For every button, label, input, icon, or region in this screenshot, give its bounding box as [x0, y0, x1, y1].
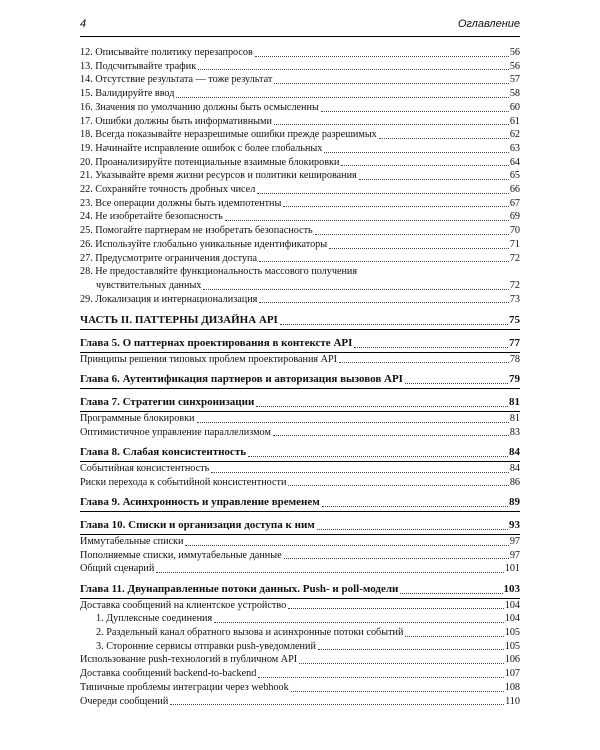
- dot-leader: [284, 558, 509, 559]
- toc-page-number: 79: [509, 373, 520, 386]
- toc-page-number: 57: [509, 74, 520, 86]
- dot-leader: [248, 456, 508, 457]
- toc-entry-text: Иммутабельные списки: [80, 535, 184, 547]
- toc-page-number: 56: [509, 47, 520, 58]
- toc-entry-text: Глава 8. Слабая консистентность: [80, 446, 247, 459]
- toc-page-number: 58: [509, 88, 520, 100]
- toc-page-number: 69: [509, 211, 520, 223]
- dot-leader: [299, 663, 504, 664]
- toc-entry-text: 20. Проанализируйте потенциальные взаимные блокировки: [80, 156, 340, 168]
- table-of-contents: [80, 46, 520, 708]
- toc-entry-text: 13. Подсчитывайте трафик: [80, 60, 197, 72]
- toc-section-entry[interactable]: [80, 549, 520, 563]
- toc-entry[interactable]: [80, 73, 520, 87]
- toc-entry-text: 19. Начинайте исправление ошибок с более глобальных: [80, 142, 323, 154]
- toc-page-number: 71: [509, 238, 520, 250]
- toc-page-number: 101: [504, 563, 520, 575]
- dot-leader: [405, 383, 508, 384]
- dot-leader: [318, 649, 504, 650]
- toc-entry-text: Очереди сообщений: [80, 695, 169, 707]
- toc-entry[interactable]: [80, 156, 520, 170]
- toc-page-number: 97: [509, 549, 520, 561]
- dot-leader: [321, 111, 509, 112]
- toc-entry-text: 27. Предусмотрите ограничения доступа: [80, 252, 257, 264]
- toc-entry[interactable]: [80, 46, 520, 60]
- toc-entry-text: Глава 10. Списки и организация доступа к ним: [80, 519, 315, 532]
- dot-leader: [255, 56, 509, 57]
- toc-section-entry[interactable]: [80, 476, 520, 490]
- toc-entry-text: 25. Помогайте партнерам не изобретать безопасность: [80, 225, 313, 237]
- dot-leader: [257, 193, 509, 194]
- toc-entry-text: ЧАСТЬ II. ПАТТЕРНЫ ДИЗАЙНА API: [80, 314, 278, 327]
- toc-page-number: 67: [509, 197, 520, 209]
- toc-page-number: 81: [509, 412, 520, 424]
- toc-entry-text: 24. Не изобретайте безопасность: [80, 211, 223, 223]
- toc-chapter-heading[interactable]: [80, 519, 520, 533]
- dot-leader: [203, 289, 508, 290]
- toc-page-number: 73: [509, 293, 520, 305]
- heading-rule: [80, 511, 520, 512]
- dot-leader: [400, 593, 502, 594]
- toc-entry-text: 14. Отсутствие результата — тоже результат: [80, 74, 273, 86]
- dot-leader: [339, 362, 509, 363]
- dot-leader: [322, 506, 508, 507]
- toc-page-number: 61: [509, 115, 520, 127]
- toc-section-entry[interactable]: [80, 462, 520, 476]
- dot-leader: [315, 234, 509, 235]
- toc-page-number: 84: [509, 462, 520, 474]
- toc-entry-text: 16. Значения по умолчанию должны быть осмысленны: [80, 101, 319, 113]
- dot-leader: [274, 83, 509, 84]
- toc-page-number: 70: [509, 225, 520, 237]
- toc-subsection-entry[interactable]: [80, 626, 520, 640]
- toc-page-number: 64: [509, 156, 520, 168]
- toc-section-entry[interactable]: [80, 426, 520, 440]
- toc-page-number: 106: [504, 654, 520, 666]
- toc-entry-text: 26. Используйте глобально уникальные идентификаторы: [80, 238, 328, 250]
- dot-leader: [176, 97, 508, 98]
- toc-entry[interactable]: [80, 169, 520, 183]
- toc-entry-text: 3. Сторонние сервисы отправки push-уведомлений: [96, 640, 316, 652]
- toc-page-number: 75: [509, 314, 520, 327]
- toc-entry-text: 15. Валидируйте ввод: [80, 88, 175, 100]
- toc-entry-text-continued: чувствительных данных: [96, 279, 202, 291]
- header-rule: [80, 36, 520, 37]
- toc-page-number: 66: [509, 184, 520, 196]
- toc-entry[interactable]: [80, 115, 520, 129]
- heading-rule: [80, 329, 520, 330]
- toc-entry-text: Пополняемые списки, иммутабельные данные: [80, 549, 282, 561]
- dot-leader: [359, 179, 509, 180]
- toc-page-number: 62: [509, 129, 520, 141]
- toc-page-number: 78: [509, 353, 520, 365]
- toc-page-number: 97: [509, 535, 520, 547]
- toc-entry-text: Глава 11. Двунаправленные потоки данных. Push- и poll-модели: [80, 582, 399, 595]
- toc-entry[interactable]: [80, 128, 520, 142]
- toc-entry-text: Принципы решения типовых проблем проектирования API: [80, 353, 338, 365]
- toc-entry-text: Типичные проблемы интеграции через webhook: [80, 681, 289, 693]
- toc-page-number: 63: [509, 142, 520, 154]
- toc-chapter-heading[interactable]: [80, 446, 520, 460]
- toc-entry-text: Глава 7. Стратегии синхронизации: [80, 396, 255, 409]
- toc-entry[interactable]: [80, 279, 520, 293]
- dot-leader: [259, 261, 509, 262]
- toc-entry-text: Оптимистичное управление параллелизмом: [80, 426, 271, 438]
- dot-leader: [354, 347, 508, 348]
- toc-section-entry[interactable]: [80, 412, 520, 426]
- toc-entry-text: Риски перехода к событийной консистентности: [80, 476, 287, 488]
- toc-chapter-heading[interactable]: [80, 373, 520, 387]
- toc-page-number: 81: [509, 396, 520, 409]
- toc-entry-text: Использование push-технологий в публичном API: [80, 654, 298, 666]
- toc-page-number: 89: [509, 496, 520, 509]
- toc-chapter-heading[interactable]: [80, 583, 520, 597]
- dot-leader: [379, 138, 509, 139]
- toc-page-number: 86: [509, 476, 520, 488]
- toc-entry-text: Доставка сообщений на клиентское устройство: [80, 599, 287, 611]
- dot-leader: [225, 220, 509, 221]
- dot-leader: [185, 545, 508, 546]
- toc-page-number: 84: [509, 446, 520, 459]
- toc-entry-text: Программные блокировки: [80, 412, 195, 424]
- toc-page-number: 105: [504, 627, 520, 639]
- toc-section-entry[interactable]: [80, 599, 520, 613]
- toc-entry-text: 1. Дуплексные соединения: [96, 613, 213, 625]
- toc-page-number: 72: [509, 252, 520, 264]
- toc-entry[interactable]: [80, 197, 520, 211]
- toc-page-number: 72: [509, 279, 520, 291]
- toc-section-entry[interactable]: [80, 695, 520, 709]
- toc-entry-text: 29. Локализация и интернационализация: [80, 293, 258, 305]
- toc-entry-text: Общий сценарий: [80, 563, 155, 575]
- toc-entry-text: 12. Описывайте политику перезапросов: [80, 47, 253, 58]
- dot-leader: [198, 69, 509, 70]
- dot-leader: [170, 704, 504, 705]
- toc-page-number: 56: [509, 60, 520, 72]
- toc-entry[interactable]: [80, 252, 520, 266]
- toc-section-entry[interactable]: [80, 667, 520, 681]
- toc-entry[interactable]: [80, 87, 520, 101]
- running-header: [80, 18, 520, 38]
- toc-entry-text: 2. Раздельный канал обратного вызова и асинхронные потоки событий: [96, 627, 404, 639]
- toc-page-number: 83: [509, 426, 520, 438]
- toc-entry[interactable]: [80, 142, 520, 156]
- dot-leader: [288, 608, 504, 609]
- toc-entry-text: 22. Сохраняйте точность дробных чисел: [80, 184, 256, 196]
- toc-page-number: 65: [509, 170, 520, 182]
- toc-chapter-heading[interactable]: [80, 496, 520, 510]
- toc-entry-text: Глава 6. Аутентификация партнеров и авторизация вызовов API: [80, 373, 403, 386]
- toc-entry-text: Доставка сообщений backend-to-backend: [80, 668, 257, 680]
- toc-page-number: 60: [509, 101, 520, 113]
- dot-leader: [405, 636, 503, 637]
- dot-leader: [288, 485, 508, 486]
- toc-section-entry[interactable]: [80, 653, 520, 667]
- toc-entry-line: [80, 265, 520, 279]
- dot-leader: [197, 422, 509, 423]
- toc-subsection-entry[interactable]: [80, 612, 520, 626]
- dot-leader: [283, 206, 508, 207]
- dot-leader: [156, 572, 503, 573]
- toc-entry[interactable]: [80, 60, 520, 74]
- dot-leader: [259, 302, 508, 303]
- toc-entry[interactable]: [80, 224, 520, 238]
- toc-page-number: 93: [509, 519, 520, 532]
- toc-page-number: 104: [504, 599, 520, 611]
- dot-leader: [280, 324, 508, 325]
- toc-entry-text: 18. Всегда показывайте неразрешимые ошибки прежде разрешимых: [80, 129, 377, 141]
- dot-leader: [256, 406, 508, 407]
- toc-page-number: 108: [504, 681, 520, 693]
- toc-page-number: 105: [504, 640, 520, 652]
- toc-page-number: 107: [504, 668, 520, 680]
- page-number: 4: [80, 18, 87, 30]
- heading-rule: [80, 388, 520, 389]
- toc-entry-text: 17. Ошибки должны быть информативными: [80, 115, 272, 127]
- dot-leader: [341, 165, 508, 166]
- toc-entry-text: 23. Все операции должны быть идемпотентны: [80, 197, 282, 209]
- toc-entry[interactable]: [80, 210, 520, 224]
- toc-entry[interactable]: [80, 101, 520, 115]
- toc-page-number: 77: [509, 337, 520, 350]
- dot-leader: [274, 124, 509, 125]
- running-title: Оглавление: [457, 18, 520, 30]
- toc-section-entry[interactable]: [80, 535, 520, 549]
- toc-section-entry[interactable]: [80, 353, 520, 367]
- dot-leader: [273, 435, 509, 436]
- toc-entry-text: 28. Не предоставляйте функциональность массового получения: [80, 266, 358, 278]
- dot-leader: [258, 677, 503, 678]
- dot-leader: [291, 691, 504, 692]
- toc-entry[interactable]: [80, 293, 520, 307]
- toc-page-number: 103: [503, 582, 520, 595]
- toc-page-number: 110: [505, 695, 520, 707]
- dot-leader: [214, 622, 504, 623]
- toc-page-number: 104: [504, 613, 520, 625]
- toc-section-entry[interactable]: [80, 681, 520, 695]
- dot-leader: [329, 248, 509, 249]
- toc-chapter-heading[interactable]: [80, 337, 520, 351]
- dot-leader: [317, 529, 508, 530]
- toc-subsection-entry[interactable]: [80, 640, 520, 654]
- toc-entry-text: Событийная консистентность: [80, 462, 210, 474]
- toc-part-heading[interactable]: [80, 314, 520, 328]
- toc-entry-text: 21. Указывайте время жизни ресурсов и политики кеширования: [80, 170, 357, 182]
- dot-leader: [324, 152, 508, 153]
- toc-entry[interactable]: [80, 238, 520, 252]
- toc-entry-text: Глава 5. О паттернах проектирования в контексте API: [80, 337, 353, 350]
- toc-entry[interactable]: [80, 183, 520, 197]
- toc-section-entry[interactable]: [80, 562, 520, 576]
- dot-leader: [211, 472, 509, 473]
- toc-chapter-heading[interactable]: [80, 396, 520, 410]
- toc-entry-text: Глава 9. Асинхронность и управление временем: [80, 496, 320, 509]
